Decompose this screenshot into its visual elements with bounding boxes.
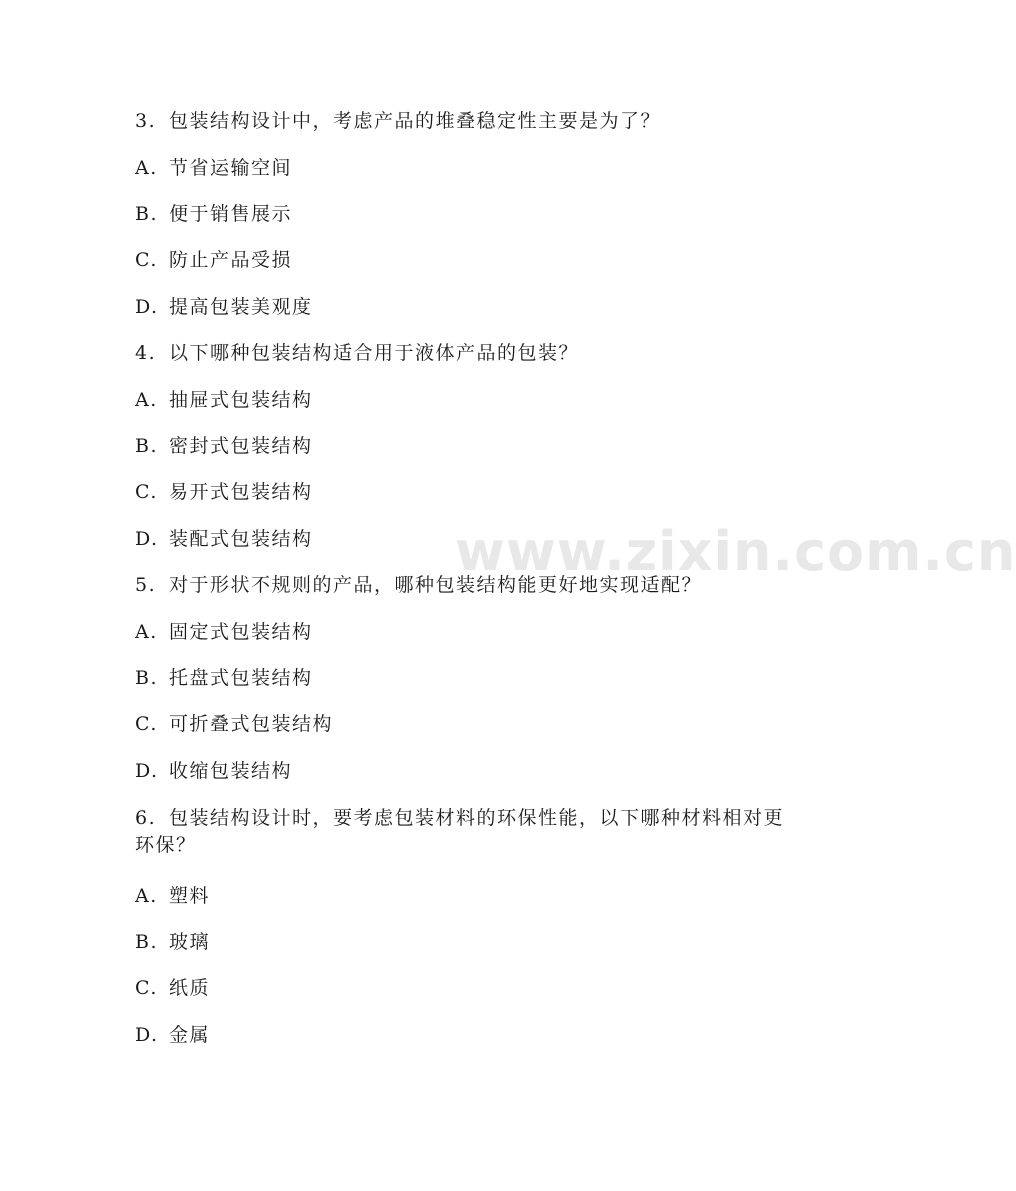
option-text: 易开式包装结构	[169, 481, 313, 503]
option-5d	[135, 758, 795, 785]
option-text: 托盘式包装结构	[169, 667, 313, 689]
question-text: 对于形状不规则的产品，哪种包装结构能更好地实现适配？	[169, 574, 703, 596]
option-5b	[135, 665, 795, 692]
option-6b	[135, 929, 795, 956]
option-3a	[135, 155, 795, 182]
option-text: 抽屉式包装结构	[169, 389, 313, 411]
option-text: 密封式包装结构	[169, 435, 313, 457]
option-letter: A.	[135, 157, 158, 179]
question-text: 包装结构设计中，考虑产品的堆叠稳定性主要是为了？	[169, 110, 662, 132]
option-text: 金属	[169, 1024, 211, 1046]
option-letter: B.	[135, 435, 159, 457]
question-text: 包装结构设计时，要考虑包装材料的环保性能，以下哪种材料相对更环保？	[135, 807, 785, 856]
option-letter: D.	[135, 760, 159, 782]
question-number: 3.	[135, 110, 157, 132]
option-text: 塑料	[169, 885, 211, 907]
option-text: 收缩包装结构	[169, 760, 293, 782]
option-letter: D.	[135, 296, 159, 318]
option-4c	[135, 479, 795, 506]
option-3c	[135, 247, 795, 274]
option-letter: C.	[135, 249, 158, 271]
option-4d	[135, 526, 795, 553]
option-6c	[135, 975, 795, 1002]
option-4a	[135, 387, 795, 414]
option-text: 纸质	[169, 977, 211, 999]
option-6a	[135, 883, 795, 910]
option-text: 固定式包装结构	[169, 621, 313, 643]
question-4	[135, 340, 795, 367]
question-number: 6.	[135, 807, 157, 829]
question-number: 4.	[135, 342, 157, 364]
option-letter: D.	[135, 1024, 159, 1046]
question-number: 5.	[135, 574, 157, 596]
option-4b	[135, 433, 795, 460]
option-5c	[135, 711, 795, 738]
option-text: 玻璃	[169, 931, 211, 953]
option-text: 可折叠式包装结构	[169, 713, 334, 735]
option-3d	[135, 294, 795, 321]
option-letter: D.	[135, 528, 159, 550]
question-6	[135, 805, 785, 859]
option-3b	[135, 201, 795, 228]
option-text: 装配式包装结构	[169, 528, 313, 550]
option-letter: A.	[135, 389, 158, 411]
option-text: 防止产品受损	[169, 249, 293, 271]
option-letter: A.	[135, 621, 158, 643]
option-letter: C.	[135, 977, 158, 999]
watermark: www.zixin.com.cn	[455, 520, 1016, 583]
question-text: 以下哪种包装结构适合用于液体产品的包装？	[169, 342, 580, 364]
option-letter: C.	[135, 481, 158, 503]
option-letter: A.	[135, 885, 158, 907]
option-text: 提高包装美观度	[169, 296, 313, 318]
option-letter: B.	[135, 203, 159, 225]
option-text: 节省运输空间	[169, 157, 293, 179]
question-3	[135, 108, 795, 135]
option-letter: B.	[135, 931, 159, 953]
question-5	[135, 572, 795, 599]
option-5a	[135, 619, 795, 646]
option-letter: B.	[135, 667, 159, 689]
option-text: 便于销售展示	[169, 203, 293, 225]
option-6d	[135, 1022, 795, 1049]
option-letter: C.	[135, 713, 158, 735]
